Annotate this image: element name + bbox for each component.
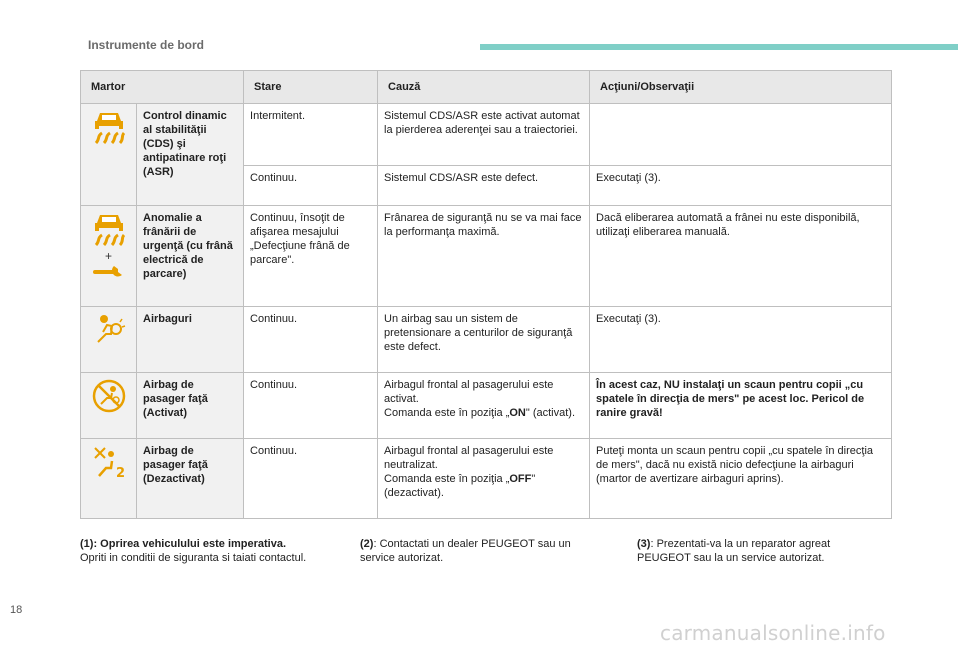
action-cell — [590, 104, 892, 166]
skid-car-icon — [92, 109, 126, 147]
warning-name: Anomalie a frânării de urgenţă (cu frână electrică de parcare) — [137, 206, 244, 307]
footnote-2 — [360, 537, 600, 565]
header-actiuni: Acţiuni/Observaţii — [590, 71, 892, 104]
section-title: Instrumente de bord — [88, 38, 205, 52]
header-stare: Stare — [244, 71, 378, 104]
cause-cell: Un airbag sau un sistem de pretensionare a centurilor de siguranţă este defect. — [378, 307, 590, 373]
cause-line: Airbagul frontal al pasagerului este neutralizat. — [384, 445, 554, 471]
table-row — [81, 373, 892, 439]
table-row — [81, 206, 892, 307]
state-cell: Continuu. — [244, 307, 378, 373]
state-cell: Continuu, însoţit de afişarea mesajului „Defecţiune frână de parcare". — [244, 206, 378, 307]
state-cell: Continuu. — [244, 166, 378, 206]
table-row — [81, 439, 892, 519]
action-cell: În acest caz, NU instalaţi un scaun pentru copii „cu spatele în direcţia de mers" pe acest loc. Pericol de ranire gravă! — [590, 373, 892, 439]
cause-cell — [378, 373, 590, 439]
page-number: 18 — [10, 604, 23, 616]
footnote-key: (2) — [360, 538, 374, 550]
warning-name: Airbag de pasager faţă (Dezactivat) — [137, 439, 244, 519]
state-cell: Continuu. — [244, 373, 378, 439]
footnote-text: : Contactati un dealer PEUGEOT sau un service autorizat. — [360, 538, 571, 564]
footnote-text: Opriti in conditii de siguranta si taiati contactul. — [80, 552, 307, 564]
cause-line: " (dezactivat). — [384, 473, 536, 499]
footnote-key: (3) — [637, 538, 651, 550]
watermark: carmanualsonline.info — [660, 621, 886, 645]
table-row — [81, 104, 892, 166]
warning-name: Airbag de pasager faţă (Activat) — [137, 373, 244, 439]
footnote-3 — [637, 537, 877, 565]
state-cell: Continuu. — [244, 439, 378, 519]
warning-name: Control dinamic al stabilităţii (CDS) şi antipatinare roţi (ASR) — [137, 104, 244, 206]
footnote-key: (1) — [80, 538, 94, 550]
action-cell: Executaţi (3). — [590, 166, 892, 206]
airbag-icon — [92, 312, 126, 346]
cause-cell — [378, 439, 590, 519]
skid-car-icon — [92, 211, 126, 249]
passenger-airbag-on-icon — [91, 378, 127, 414]
action-cell: Dacă eliberarea automată a frânei nu este disponibilă, utilizaţi eliberarea manuală. — [590, 206, 892, 307]
title-accent-bar — [480, 44, 958, 50]
footnote-1 — [80, 537, 350, 565]
warning-lights-table — [80, 70, 892, 519]
switch-position: OFF — [509, 473, 532, 485]
header-martor: Martor — [81, 71, 244, 104]
switch-position: ON — [509, 407, 526, 419]
cause-line: Comanda este în poziţia „ — [384, 473, 510, 485]
cause-line: Comanda este în poziţia „ — [384, 407, 510, 419]
cause-line: Airbagul frontal al pasagerului este activat. — [384, 379, 554, 405]
table-header-row — [81, 71, 892, 104]
plus-sign: + — [104, 249, 112, 263]
svg-text:2: 2 — [115, 466, 125, 480]
warning-name: Airbaguri — [137, 307, 244, 373]
action-cell: Executaţi (3). — [590, 307, 892, 373]
footnote-text: : Prezentati-va la un reparator agreat PEUGEOT sau la un service autorizat. — [637, 538, 831, 564]
state-cell: Intermitent. — [244, 104, 378, 166]
cause-cell: Sistemul CDS/ASR este defect. — [378, 166, 590, 206]
footnote-bold: : Oprirea vehiculului este imperativa. — [93, 538, 287, 550]
wrench-icon — [92, 263, 126, 279]
table-row — [81, 307, 892, 373]
cause-cell: Frânarea de siguranţă nu se va mai face la performanţa maximă. — [378, 206, 590, 307]
header-cauza: Cauză — [378, 71, 590, 104]
cause-cell: Sistemul CDS/ASR este activat automat la pierderea aderenţei sau a traiectoriei. — [378, 104, 590, 166]
action-cell: Puteţi monta un scaun pentru copii „cu spatele în direcţia de mers", dacă nu există nicio defecţiune la airbaguri (martor de avertizare airbaguri aprins). — [590, 439, 892, 519]
cause-line: " (activat). — [525, 407, 576, 419]
passenger-airbag-off-icon — [91, 444, 127, 480]
